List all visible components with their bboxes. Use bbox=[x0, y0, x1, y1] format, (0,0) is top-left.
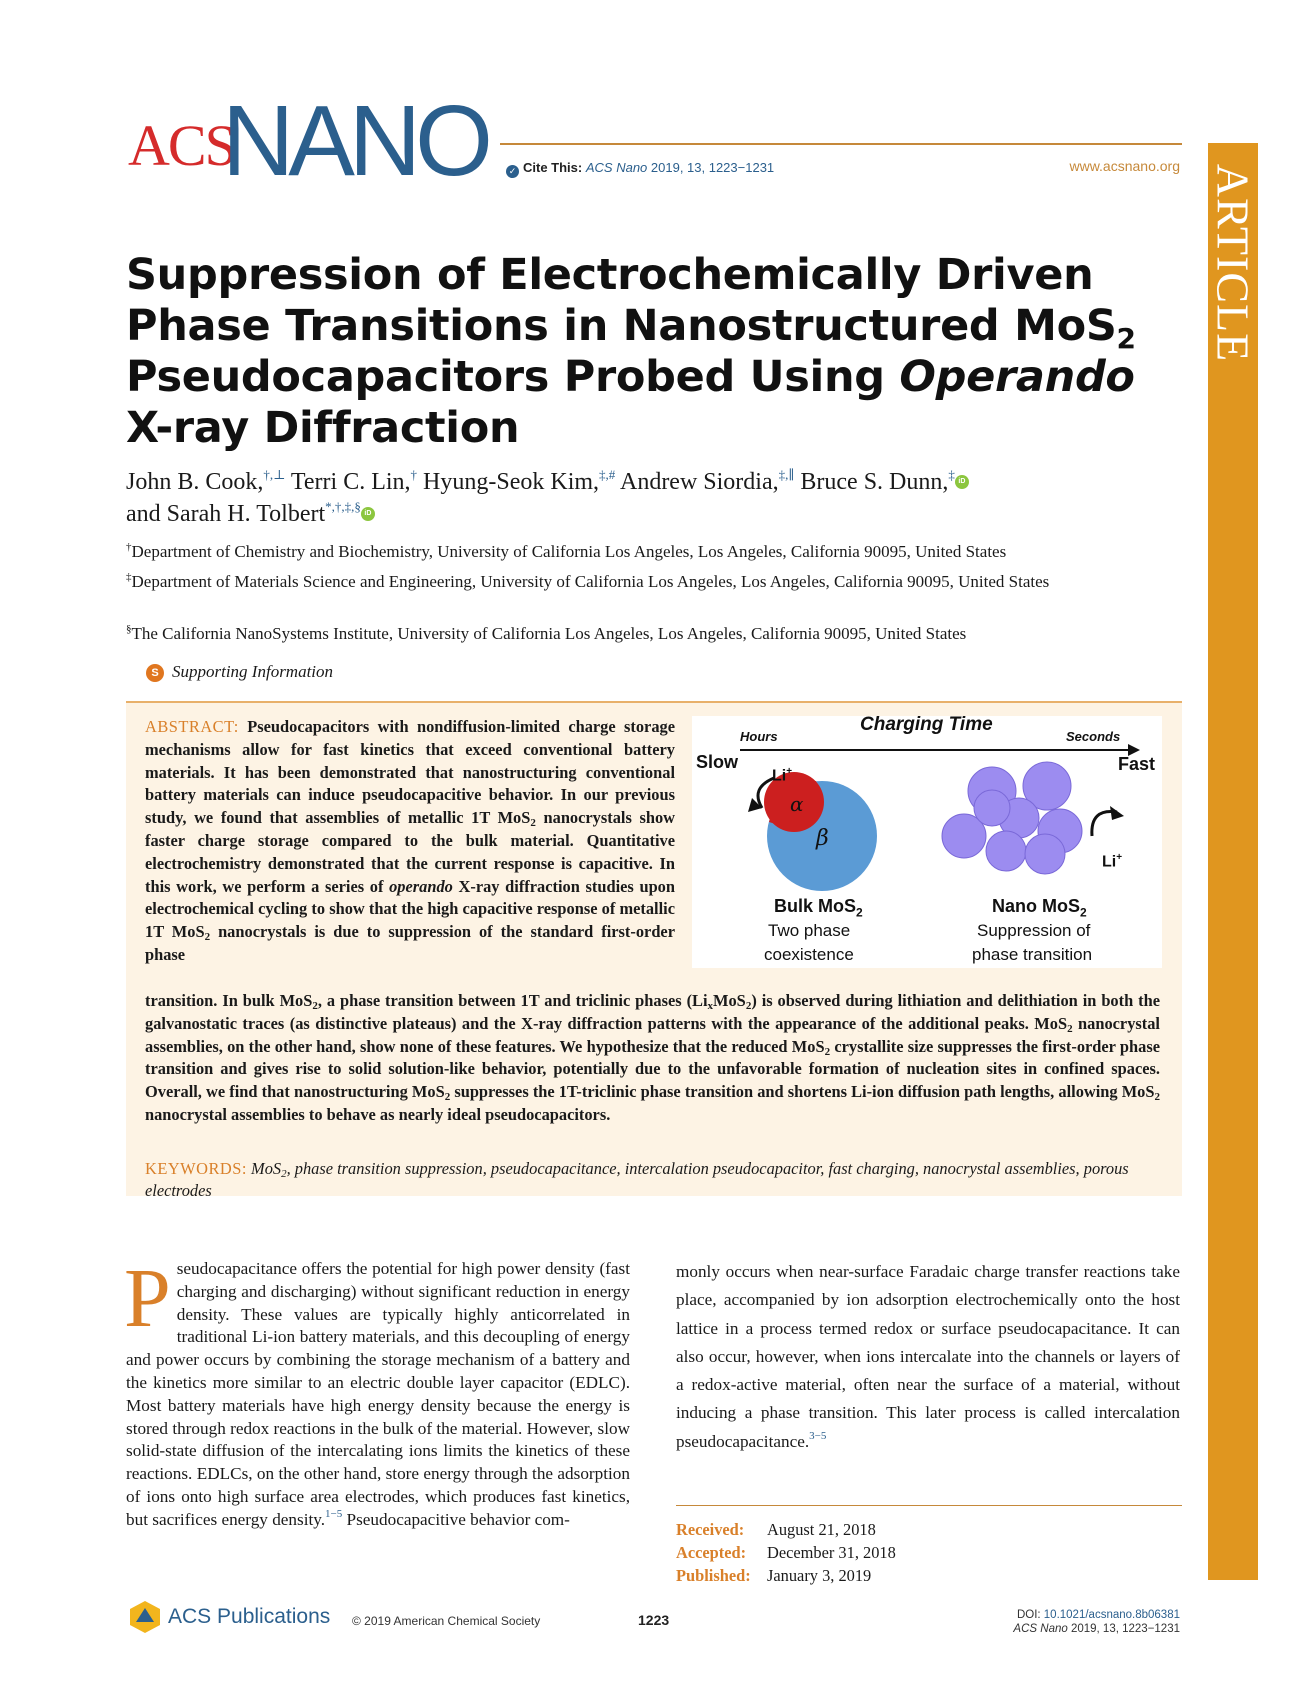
author-marks[interactable]: *,†,‡,§ bbox=[325, 499, 361, 514]
toc-nano-desc-1: Suppression of bbox=[977, 921, 1091, 940]
journal-citation-line: ACS Nano 2019, 13, 1223−1231 bbox=[1013, 1623, 1180, 1635]
abstract-text-bottom: transition. In bulk MoS$_2$, a phase transition between 1T and triclinic phases $(Li_xMoS_2)$ is observed during lithiation and delithiation in both the galvanostatic traces (as distinctive plateaus) and the X-ray diffraction patterns with the appearance of the additional peaks. MoS$_2$ nanocrystal assemblies, on the other hand, show none of these features. We hypothesize that the reduced MoS$_2$ crystallite size suppresses the first-order phase transition and gives rise to solid solution-like behavior, potentially due to the unfavorable formation of nucleation sites in confined spaces. Overall, we find that nanostructuring MoS$_2$ suppresses the 1T-triclinic phase transition and shortens Li-ion diffusion path lengths, allowing MoS$_2$ nanocrystal assemblies to behave as nearly ideal pseudocapacitors. bbox=[145, 991, 1160, 1124]
keywords-label: KEYWORDS: bbox=[145, 1159, 247, 1178]
nano-li-arrow-head bbox=[1110, 806, 1124, 820]
orcid-icon[interactable]: iD bbox=[955, 475, 969, 489]
affiliation-2: ‡Department of Materials Science and Engineering, University of California Los Angeles, Los Angeles, California 90095, United States bbox=[126, 571, 1050, 591]
title-line-1: Suppression of Electrochemically Driven bbox=[126, 250, 1094, 300]
author-name[interactable]: Andrew Siordia, bbox=[619, 469, 779, 495]
author-marks[interactable]: † bbox=[410, 467, 418, 482]
page-number: 1223 bbox=[638, 1612, 670, 1628]
keywords: KEYWORDS: MoS$_2$, phase transition suppression, pseudocapacitance, intercalation pseudocapacitor, fast charging, nanocrystal assemblies, porous electrodes bbox=[145, 1159, 1129, 1200]
affiliation-3: §The California NanoSystems Institute, University of California Los Angeles, Los Angeles, California 90095, United States bbox=[126, 623, 967, 643]
drop-cap: P bbox=[124, 1252, 171, 1345]
author-name[interactable]: Hyung-Seok Kim, bbox=[423, 469, 600, 495]
author-line-1 bbox=[126, 466, 1186, 498]
nano-particle bbox=[974, 790, 1010, 826]
doi-block bbox=[1013, 1608, 1180, 1636]
copyright: © 2019 American Chemical Society bbox=[352, 1614, 541, 1628]
orcid-icon[interactable]: iD bbox=[361, 507, 375, 521]
cite-label: Cite This: bbox=[523, 160, 583, 175]
body-column-right: monly occurs when near-surface Faradaic charge transfer reactions take place, accompanied by ion adsorption electrochemically onto the host lattice in a process termed redox or surface pseudocapacitance. It can also occur, however, when ions intercalate into the channels or layers of a redox-active material, often near the surface of a material, without inducing a phase transition. This later process is called intercalation pseudocapacitance.$^{3-5}$ bbox=[676, 1262, 1180, 1451]
toc-graphic bbox=[692, 716, 1162, 968]
author-marks[interactable]: ‡,# bbox=[599, 467, 616, 482]
toc-fast: Fast bbox=[1118, 754, 1156, 774]
nano-particle-cluster bbox=[942, 762, 1082, 874]
author-line-2 bbox=[126, 498, 1186, 530]
nano-particle bbox=[1025, 834, 1065, 874]
cite-reference[interactable]: ACS Nano 2019, 13, 1223−1231 bbox=[585, 160, 775, 175]
toc-bulk-desc-1: Two phase bbox=[768, 921, 851, 940]
logo-acs: ACS bbox=[128, 113, 235, 178]
toc-graphic-svg bbox=[692, 716, 1162, 968]
logo-nano: NANO bbox=[222, 85, 487, 197]
toc-seconds: Seconds bbox=[1066, 729, 1121, 744]
abstract-label: ABSTRACT: bbox=[145, 717, 239, 736]
author-marks[interactable]: ‡ bbox=[948, 467, 955, 482]
supporting-info-icon: S bbox=[146, 664, 164, 682]
toc-beta: β bbox=[816, 826, 829, 851]
acs-hexagon-icon bbox=[128, 1600, 162, 1634]
toc-nano-label: Nano MoS$_2$ bbox=[992, 896, 1087, 920]
abstract-text-top: ABSTRACT: Pseudocapacitors with nondiffusion-limited charge storage mechanisms allow for fast kinetics that exceed conventional battery materials. It has been demonstrated that nanostructuring conventional battery materials can induce pseudocapacitive behavior. In our previous study, we found that assemblies of metallic 1T MoS$_2$ nanocrystals show faster charge storage compared to the bulk material. Quantitative electrochemistry demonstrated that the current response is capacitive. In this work, we perform a series of operando X-ray diffraction studies upon electrochemical cycling to show that the high capacitive response of metallic 1T MoS$_2$ nanocrystals is due to suppression of the standard first-order phase bbox=[145, 717, 675, 964]
toc-bulk-label: Bulk MoS$_2$ bbox=[774, 896, 863, 920]
date-accepted: Accepted: December 31, 2018 bbox=[676, 1543, 896, 1562]
date-received: Received: August 21, 2018 bbox=[676, 1520, 876, 1539]
author-marks[interactable]: ‡,∥ bbox=[778, 467, 795, 482]
check-icon: ✓ bbox=[506, 165, 519, 178]
toc-title: Charging Time bbox=[860, 714, 993, 735]
author-list bbox=[126, 466, 1186, 530]
toc-slow: Slow bbox=[696, 752, 739, 772]
author-marks[interactable]: †,⊥ bbox=[263, 467, 286, 482]
toc-alpha: α bbox=[790, 792, 804, 816]
toc-hours: Hours bbox=[740, 729, 778, 744]
title-line-3: Pseudocapacitors Probed Using Operando bbox=[126, 352, 1135, 402]
acs-publications-logo[interactable]: ACS Publications bbox=[128, 1600, 330, 1634]
author-name[interactable]: and Sarah H. Tolbert bbox=[126, 501, 326, 527]
cite-this[interactable] bbox=[506, 160, 774, 178]
body-column-left: Pseudocapacitance offers the potential for high power density (fast charging and discharging) without significant reduction in energy density. These values are typically highly anticorrelated in traditional Li-ion battery materials, and this decoupling of energy and power occurs by combining the storage mechanism of a battery and the kinetics more similar to an electric double layer capacitor (EDLC). Most battery materials have high energy density because the energy is stored through redox reactions in the bulk of the material. However, slow solid-state diffusion of the intercalating ions limits the kinetics of these reactions. EDLCs, on the other hand, store energy through the adsorption of ions onto high surface area electrodes, which produces fast kinetics, but sacrifices energy density.$^{1-5}$ Pseudocapacitive behavior com- bbox=[124, 1252, 630, 1529]
title-line-2: Phase Transitions in Nanostructured MoS$_2$ bbox=[126, 301, 1136, 355]
toc-nano-desc-2: phase transition bbox=[972, 945, 1093, 964]
dates-rule bbox=[676, 1505, 1182, 1506]
citation-ref[interactable]: 1−5 bbox=[325, 1507, 343, 1520]
toc-bulk-desc-2: coexistence bbox=[764, 945, 854, 964]
date-published: Published: January 3, 2019 bbox=[676, 1566, 872, 1585]
title-line-4: X-ray Diffraction bbox=[126, 403, 520, 453]
affiliation-1: †Department of Chemistry and Biochemistry, University of California Los Angeles, Los Angeles, California 90095, United States bbox=[126, 541, 1007, 561]
journal-website[interactable]: www.acsnano.org bbox=[1069, 158, 1180, 174]
nano-particle bbox=[986, 831, 1026, 871]
toc-bulk-li: Li+ bbox=[772, 766, 793, 785]
author-name[interactable]: John B. Cook, bbox=[126, 469, 264, 495]
article-side-label: ARTICLE bbox=[1207, 163, 1259, 363]
author-name[interactable]: Bruce S. Dunn, bbox=[800, 469, 949, 495]
doi-line[interactable]: DOI: 10.1021/acsnano.8b06381 bbox=[1016, 1609, 1180, 1621]
article-title bbox=[126, 250, 1166, 454]
citation-ref[interactable]: 3−5 bbox=[809, 1429, 827, 1442]
author-name[interactable]: Terri C. Lin, bbox=[290, 469, 411, 495]
supporting-information-link[interactable]: S Supporting Information bbox=[146, 662, 333, 682]
header-rule bbox=[500, 143, 1182, 145]
toc-nano-li: Li+ bbox=[1102, 852, 1123, 871]
